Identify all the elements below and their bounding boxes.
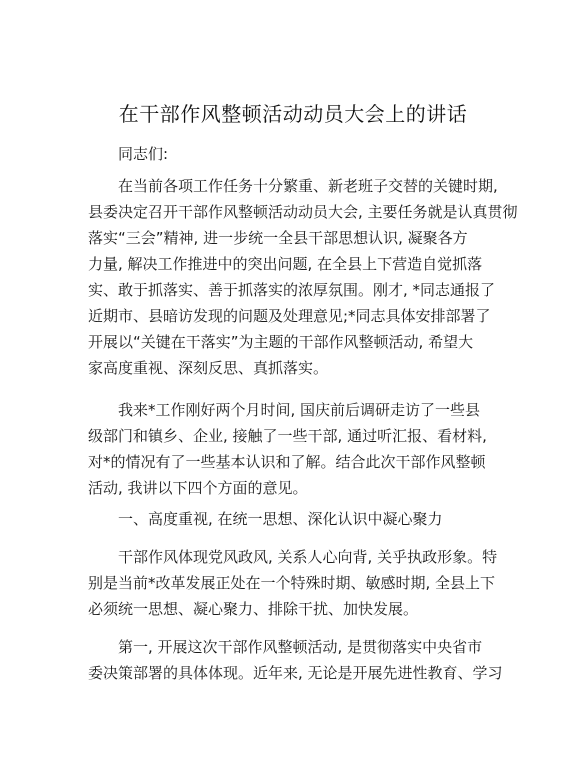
paragraph-line: 我来*工作刚好两个月时间, 国庆前后调研走访了一些县 bbox=[118, 401, 481, 419]
section-heading-1 bbox=[88, 506, 500, 532]
paragraph-line: 对*的情况有了一些基本认识和了解。结合此次干部作风整顿 bbox=[88, 453, 486, 471]
paragraph-3 bbox=[88, 544, 500, 622]
paragraph-line: 实、敢于抓落实、善于抓落实的浓厚氛围。刚才, *同志通报了 bbox=[88, 281, 496, 299]
paragraph-line: 在当前各项工作任务十分繁重、新老班子交替的关键时期, bbox=[118, 177, 498, 195]
document-title: 在干部作风整顿活动动员大会上的讲话 bbox=[118, 102, 468, 126]
paragraph-line: 县委决定召开干部作风整顿活动动员大会, 主要任务就是认真贯彻 bbox=[88, 203, 518, 221]
paragraph-line: 别是当前*改革发展正处在一个特殊时期、敏感时期, 全县上下 bbox=[88, 574, 496, 592]
paragraph-line: 干部作风体现党风政风, 关系人心向背, 关乎执政形象。特 bbox=[118, 548, 498, 566]
paragraph-line: 落实“三会”精神, 进一步统一全县干部思想认识, 凝聚各方 bbox=[88, 229, 468, 247]
paragraph-line: 近期市、县暗访发现的问题及处理意见;*同志具体安排部署了 bbox=[88, 307, 491, 325]
salutation: 同志们: bbox=[118, 145, 169, 163]
paragraph-line: 活动, 我讲以下四个方面的意见。 bbox=[88, 479, 308, 497]
paragraph-line: 开展以“关键在干落实”为主题的干部作风整顿活动, 希望大 bbox=[88, 333, 474, 351]
section-heading: 一、高度重视, 在统一思想、深化认识中凝心聚力 bbox=[118, 510, 443, 528]
paragraph-1 bbox=[88, 173, 518, 381]
paragraph-line: 级部门和镇乡、企业, 接触了一些干部, 通过听汇报、看材料, bbox=[88, 427, 487, 445]
paragraph-line: 力量, 解决工作推进中的突出问题, 在全县上下营造自觉抓落 bbox=[88, 255, 483, 273]
paragraph-line: 家高度重视、深刻反思、真抓落实。 bbox=[88, 359, 329, 377]
paragraph-2 bbox=[88, 397, 500, 501]
paragraph-line: 第一, 开展这次干部作风整顿活动, 是贯彻落实中央省市 bbox=[118, 638, 483, 656]
paragraph-line: 必须统一思想、凝心聚力、排除干扰、加快发展。 bbox=[88, 600, 419, 618]
paragraph-4 bbox=[88, 634, 503, 686]
paragraph-line: 委决策部署的具体体现。近年来, 无论是开展先进性教育、学习 bbox=[88, 664, 503, 682]
